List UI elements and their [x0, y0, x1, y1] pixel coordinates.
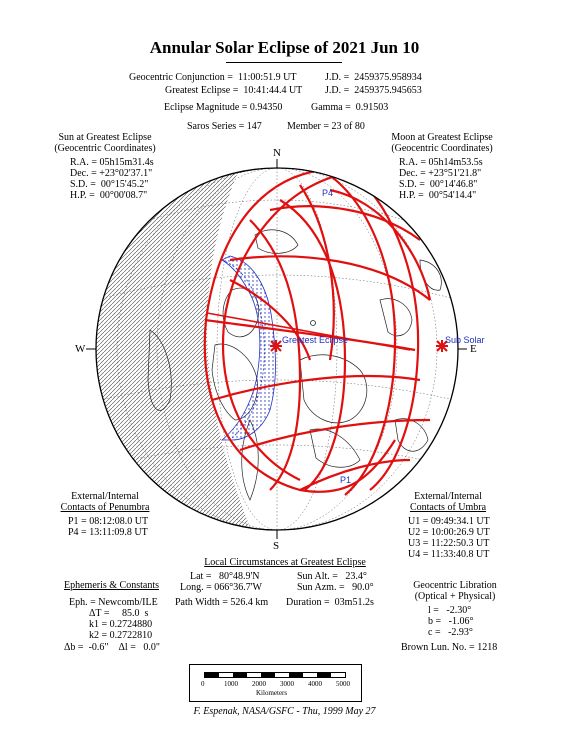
greatest-eclipse-marker: [270, 340, 282, 352]
greatest-eclipse-time: Greatest Eclipse = 10:41:44.4 UT: [165, 85, 303, 96]
sun-sd: S.D. = 00°15'45.2": [70, 179, 149, 190]
libration-b: b = -1.06°: [428, 616, 474, 627]
compass-west: W: [75, 343, 86, 355]
local-path-width: Path Width = 526.4 km: [175, 597, 269, 608]
ephemeris-delta-t: ΔT = 85.0 s: [89, 608, 149, 619]
scale-tick: 1000: [224, 680, 238, 688]
compass-east: E: [470, 343, 477, 355]
greatest-eclipse-label: Greatest Eclipse: [282, 335, 349, 345]
penumbra-p4: P4 = 13:11:09.8 UT: [68, 527, 148, 538]
ephemeris-k2: k2 = 0.2722810: [89, 630, 153, 641]
local-duration: Duration = 03m51.2s: [286, 597, 374, 608]
saros-series: Saros Series = 147: [187, 121, 262, 132]
sun-heading: Sun at Greatest Eclipse: [58, 132, 152, 143]
ephemeris-k1: k1 = 0.2724880: [89, 619, 153, 630]
moon-hp: H.P. = 00°54'14.4": [399, 190, 477, 201]
compass-south: S: [273, 540, 280, 552]
scale-bar: [189, 664, 362, 702]
scale-tick: 5000: [336, 680, 350, 688]
saros-member: Member = 23 of 80: [287, 121, 365, 132]
eclipse-magnitude: Eclipse Magnitude = 0.94350: [164, 102, 283, 113]
moon-dec: Dec. = +23°51'21.8": [399, 168, 482, 179]
ephemeris-eph: Eph. = Newcomb/ILE: [69, 597, 158, 608]
local-sun-alt: Sun Alt. = 23.4°: [297, 571, 367, 582]
umbra-subheading: Contacts of Umbra: [409, 502, 487, 513]
penumbra-p1: P1 = 08:12:08.0 UT: [68, 516, 149, 527]
jd-greatest: J.D. = 2459375.945653: [325, 85, 422, 96]
sun-ra: R.A. = 05h15m31.4s: [70, 157, 154, 168]
umbra-heading: External/Internal: [414, 491, 482, 502]
sub-solar-label: Sub Solar: [445, 335, 485, 345]
local-lat: Lat = 80°48.9'N: [190, 571, 260, 582]
sun-hp: H.P. = 00°00'08.7": [70, 190, 148, 201]
umbra-u3: U3 = 11:22:50.3 UT: [408, 538, 490, 549]
ephemeris-heading: Ephemeris & Constants: [64, 580, 159, 591]
local-heading: Local Circumstances at Greatest Eclipse: [204, 557, 366, 568]
moon-heading: Moon at Greatest Eclipse: [391, 132, 493, 143]
libration-c: c = -2.93°: [428, 627, 473, 638]
umbra-u4: U4 = 11:33:40.8 UT: [408, 549, 490, 560]
libration-heading: Geocentric Libration: [413, 580, 497, 591]
moon-subheading: (Geocentric Coordinates): [391, 143, 493, 154]
libration-subheading: (Optical + Physical): [414, 591, 496, 602]
credit: F. Espenak, NASA/GSFC - Thu, 1999 May 27: [193, 706, 376, 717]
penumbra-heading: External/Internal: [71, 491, 139, 502]
p1-label: P1: [340, 475, 352, 485]
sun-subheading: (Geocentric Coordinates): [54, 143, 156, 154]
local-long: Long. = 066°36.7'W: [180, 582, 262, 593]
scale-tick: 4000: [308, 680, 322, 688]
jd-conjunction: J.D. = 2459375.958934: [325, 72, 422, 83]
ephemeris-delta-b-l: Δb = -0.6" Δl = 0.0": [64, 642, 160, 653]
umbra-u2: U2 = 10:00:26.9 UT: [408, 527, 490, 538]
page-title: Annular Solar Eclipse of 2021 Jun 10: [149, 38, 420, 57]
scale-tick: 0: [201, 680, 205, 688]
sun-dec: Dec. = +23°02'37.1": [70, 168, 153, 179]
compass-north: N: [273, 147, 281, 159]
scale-tick: 2000: [252, 680, 266, 688]
scale-tick: 3000: [280, 680, 294, 688]
brown-lunation: Brown Lun. No. = 1218: [401, 642, 498, 653]
local-sun-azm: Sun Azm. = 90.0°: [297, 582, 374, 593]
libration-l: l = -2.30°: [428, 605, 472, 616]
umbra-u1: U1 = 09:49:34.1 UT: [408, 516, 490, 527]
scale-bar-ruler: [204, 672, 346, 678]
moon-ra: R.A. = 05h14m53.5s: [399, 157, 483, 168]
p4-label: P4: [322, 188, 334, 198]
penumbra-subheading: Contacts of Penumbra: [60, 502, 150, 513]
gamma: Gamma = 0.91503: [311, 102, 389, 113]
moon-sd: S.D. = 00°14'46.8": [399, 179, 478, 190]
scale-unit: Kilometers: [256, 689, 288, 697]
geocentric-conjunction: Geocentric Conjunction = 11:00:51.9 UT: [129, 72, 297, 83]
